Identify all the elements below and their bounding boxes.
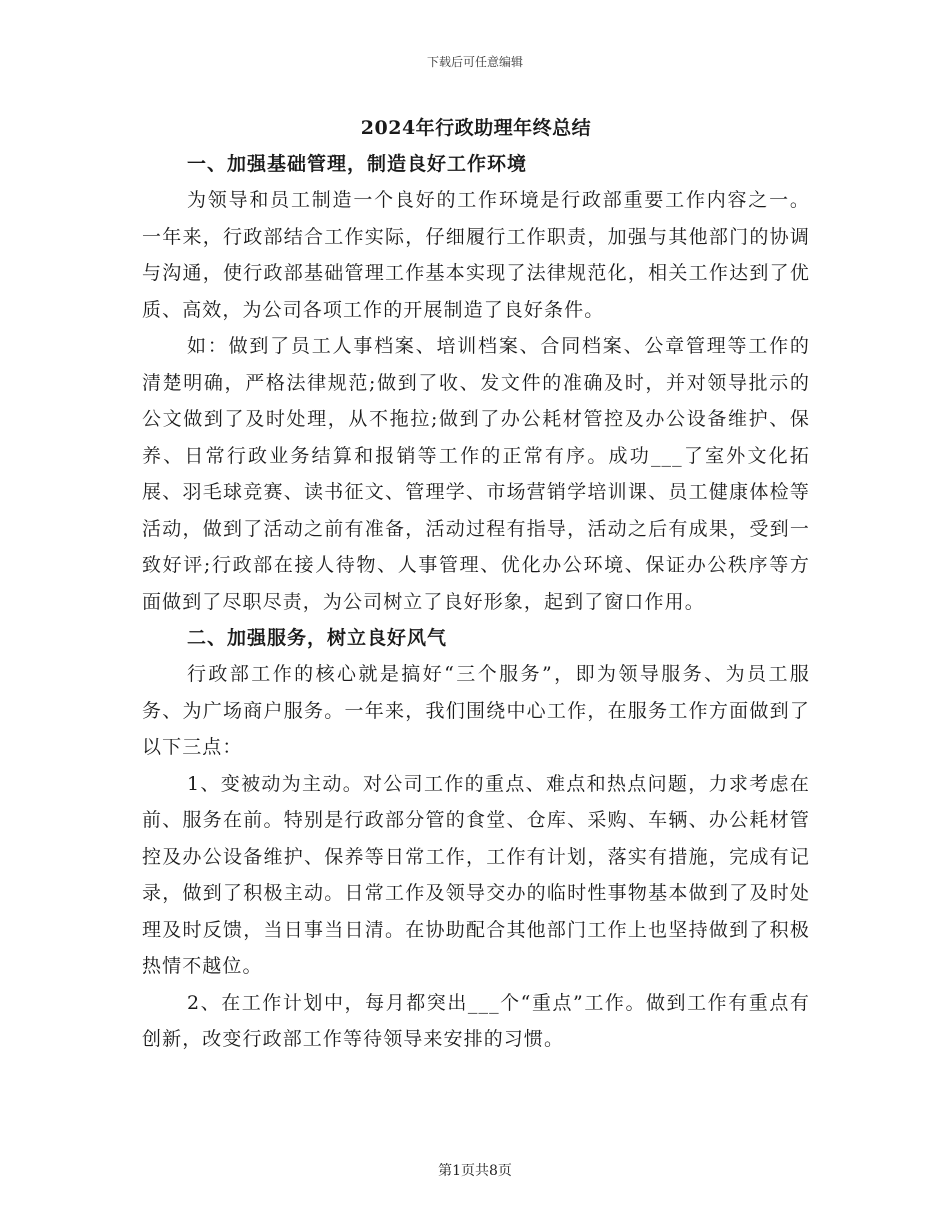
paragraph: 2、在工作计划中，每月都突出___个“重点”工作。做到工作有重点有创新，改变行政部工作等待领导来安排的习惯。 — [142, 991, 810, 1050]
document-title: 2024年行政助理年终总结 — [360, 117, 592, 139]
header-note: 下载后可任意编辑 — [426, 55, 523, 69]
section-heading-2: 二、加强服务，树立良好风气 — [187, 627, 448, 649]
paragraph: 为领导和员工制造一个良好的工作环境是行政部重要工作内容之一。一年来，行政部结合工作实际，仔细履行工作职责，加强与其他部门的协调与沟通，使行政部基础管理工作基本实现了法律规范化，相关工作达到了优质、高效，为公司各项工作的开展制造了良好条件。 — [142, 189, 810, 321]
paragraph: 行政部工作的核心就是搞好“三个服务”，即为领导服务、为员工服务、为广场商户服务。一年来，我们围绕中心工作，在服务工作方面做到了以下三点： — [142, 663, 810, 758]
paragraph: 1、变被动为主动。对公司工作的重点、难点和热点问题，力求考虑在前、服务在前。特别是行政部分管的食堂、仓库、采购、车辆、办公耗材管控及办公设备维护、保养等日常工作，工作有计划，落实有措施，完成有记录，做到了积极主动。日常工作及领导交办的临时性事物基本做到了及时处理及时反馈，当日事当日清。在协助配合其他部门工作上也坚持做到了积极热情不越位。 — [142, 772, 810, 977]
document-body — [142, 110, 810, 1058]
section-heading-1: 一、加强基础管理，制造良好工作环境 — [187, 153, 528, 175]
paragraph: 如：做到了员工人事档案、培训档案、合同档案、公章管理等工作的清楚明确，严格法律规范;做到了收、发文件的准确及时，并对领导批示的公文做到了及时处理，从不拖拉;做到了办公耗材管控及办公设备维护、保养、日常行政业务结算和报销等工作的正常有序。成功___了室外文化拓展、羽毛球竞赛、读书征文、管理学、市场营销学培训课、员工健康体检等活动，做到了活动之前有准备，活动过程有指导，活动之后有成果，受到一致好评;行政部在接人待物、人事管理、优化办公环境、保证办公秩序等方面做到了尽职尽责，为公司树立了良好形象，起到了窗口作用。 — [142, 335, 810, 613]
page-footer: 第1页共8页 — [438, 1163, 512, 1179]
